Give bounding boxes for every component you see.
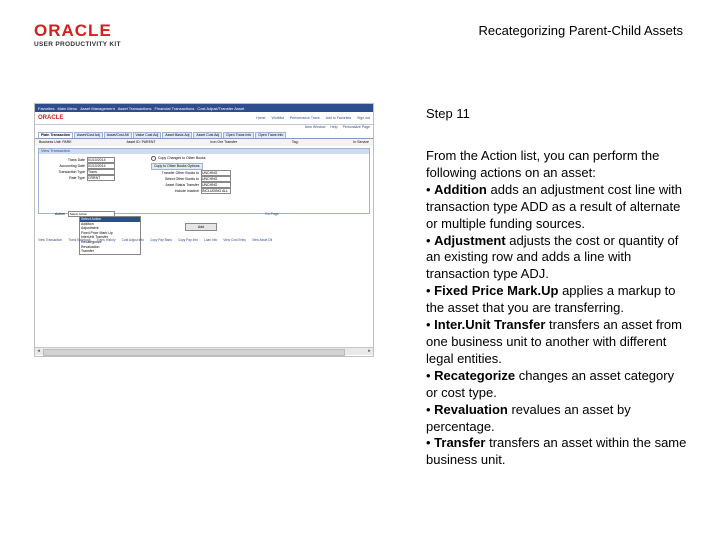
header-links bbox=[256, 116, 370, 121]
field-input[interactable]: CRRNT bbox=[87, 175, 115, 181]
field-input[interactable]: UNCHNG bbox=[201, 176, 231, 182]
header-link[interactable]: Sign out bbox=[357, 115, 370, 120]
field-label: Transfer Other Books to bbox=[161, 170, 199, 175]
breadcrumb-item[interactable]: Asset Transactions bbox=[117, 105, 152, 111]
bullet: • bbox=[426, 435, 435, 451]
field-input[interactable]: UNCHNG bbox=[201, 182, 231, 188]
dropdown-option[interactable]: Transfer bbox=[81, 249, 94, 254]
header-link[interactable]: Worklist bbox=[271, 115, 284, 120]
description-item bbox=[426, 233, 688, 284]
field-input[interactable]: UNCHNG bbox=[201, 170, 231, 176]
screenshot-breadcrumb-bar bbox=[35, 104, 373, 112]
dropdown-option[interactable]: InterUnit Transfer bbox=[81, 235, 109, 240]
asset-id: Asset ID: PARENT bbox=[126, 140, 156, 144]
breadcrumb-item[interactable]: Cost Adjust/Transfer Asset bbox=[197, 105, 245, 111]
header-link[interactable]: Home bbox=[256, 115, 266, 120]
oracle-wordmark: ORACLE bbox=[34, 21, 112, 40]
app-screenshot bbox=[34, 103, 374, 357]
bottom-link[interactable]: Trans History bbox=[96, 238, 116, 242]
bullet: • bbox=[426, 367, 435, 383]
step-label: Step 11 bbox=[426, 106, 470, 121]
bullet: • bbox=[426, 401, 435, 417]
item-text: adjusts the cost or quantity of an existing row and adds a line with transaction type ADJ. bbox=[426, 232, 679, 282]
field-label: Rate Type bbox=[69, 175, 85, 180]
action-dropdown-list bbox=[79, 216, 141, 255]
item-text: transfers an asset within the same business unit. bbox=[426, 435, 687, 468]
item-term: Revaluation bbox=[434, 401, 508, 417]
bottom-link[interactable]: Cost Adjust Info bbox=[121, 238, 144, 242]
subnav-link[interactable]: Personalize Page bbox=[342, 125, 370, 129]
tab[interactable]: Asset Cost Adj bbox=[193, 132, 222, 138]
asset-tag: Tag: bbox=[291, 140, 299, 144]
bottom-link[interactable]: Copy Pay Info bbox=[177, 238, 198, 242]
radio-dot[interactable] bbox=[151, 156, 156, 161]
business-unit: Business Unit: PARK bbox=[39, 140, 72, 144]
dropdown-option[interactable]: Recategorize bbox=[81, 239, 102, 244]
field-label: Include Inactive bbox=[174, 188, 199, 193]
field-input[interactable]: INCLUDING ALL bbox=[201, 188, 231, 194]
tab[interactable]: Open Trans Info bbox=[255, 132, 286, 138]
scroll-thumb[interactable] bbox=[43, 349, 345, 356]
field-input[interactable]: 01/10/2014 bbox=[87, 157, 115, 163]
bottom-link[interactable]: Trans Notebook bbox=[68, 238, 91, 242]
item-term: Inter.Unit Transfer bbox=[434, 317, 546, 333]
right-field-row bbox=[149, 188, 231, 194]
subnav-link[interactable]: Help bbox=[330, 125, 338, 129]
oracle-upk-logo bbox=[34, 22, 130, 48]
item-text: changes an asset category or cost type. bbox=[426, 367, 675, 400]
bottom-link[interactable]: Copy Pay Bank bbox=[149, 238, 172, 242]
dropdown-option[interactable]: Revaluation bbox=[81, 244, 100, 249]
bullet: • bbox=[426, 283, 435, 299]
description-item bbox=[426, 317, 688, 368]
step-description bbox=[426, 148, 688, 469]
asset-header bbox=[35, 139, 373, 146]
radio-label: Copy Changes to Other Books bbox=[158, 156, 206, 160]
go-page-link[interactable]: Go Page bbox=[265, 212, 279, 216]
bullet: • bbox=[426, 181, 435, 197]
description-item bbox=[426, 182, 688, 233]
horizontal-scrollbar[interactable] bbox=[35, 347, 373, 355]
breadcrumb-item[interactable]: Favorites bbox=[38, 105, 55, 111]
view-transaction-panel bbox=[38, 148, 370, 214]
screenshot-oracle-logo: ORACLE bbox=[38, 114, 64, 121]
bottom-link[interactable]: View Cost Entry bbox=[223, 238, 246, 242]
add-button[interactable]: Add bbox=[185, 223, 217, 231]
tab[interactable]: Value Cost Adj bbox=[133, 132, 162, 138]
dropdown-option[interactable]: Addition bbox=[81, 221, 94, 226]
field-label: Asset Status Transfer bbox=[165, 182, 199, 187]
subnav-link[interactable]: New Window bbox=[304, 125, 326, 129]
item-term: Adjustment bbox=[434, 232, 506, 248]
item-term: Transfer bbox=[434, 435, 486, 451]
scroll-right-arrow-icon[interactable]: ▸ bbox=[368, 348, 371, 354]
action-label: Action bbox=[55, 211, 65, 216]
item-text: transfers an asset from one business unit to another with different legal entities. bbox=[426, 317, 682, 366]
item-text: adds an adjustment cost line with transaction type ADD as a result of alternate or multiple funding sources. bbox=[426, 181, 682, 231]
item-term: Fixed Price Mark.Up bbox=[434, 283, 559, 299]
tab[interactable]: Asset Basis Adj bbox=[162, 132, 192, 138]
description-item bbox=[426, 368, 688, 402]
field-label: Accounting Date bbox=[59, 163, 85, 168]
page-tabs bbox=[35, 132, 373, 139]
field-input[interactable]: 01/10/2014 bbox=[87, 163, 115, 169]
dropdown-option[interactable]: Fixed Price Mark Up bbox=[81, 230, 113, 235]
item-term: Addition bbox=[434, 181, 487, 197]
action-select[interactable]: Select Action bbox=[68, 211, 115, 217]
description-item bbox=[426, 283, 688, 317]
description-item bbox=[426, 435, 688, 469]
field-label: Transaction Type bbox=[58, 169, 85, 174]
item-term: Recategorize bbox=[434, 367, 516, 383]
slide-title: Recategorizing Parent-Child Assets bbox=[478, 23, 683, 38]
upk-subtitle: USER PRODUCTIVITY KIT bbox=[34, 41, 121, 48]
copy-changes-option[interactable] bbox=[151, 156, 205, 161]
header-link[interactable]: Add to Favorites bbox=[325, 115, 352, 120]
breadcrumb-item[interactable]: Financial Transactions bbox=[154, 105, 195, 111]
tab[interactable]: Plain Transaction bbox=[38, 132, 73, 138]
scroll-left-arrow-icon[interactable]: ◂ bbox=[37, 348, 40, 354]
bottom-link[interactable]: Loan Info bbox=[203, 238, 218, 242]
tab[interactable]: Asset/Cost Alt bbox=[104, 132, 132, 138]
asset-desc: Iron Ore Transfer bbox=[210, 140, 238, 144]
description-item bbox=[426, 402, 688, 436]
breadcrumb-item[interactable]: Main Menu bbox=[57, 105, 78, 111]
panel-title: View Transaction bbox=[39, 149, 369, 154]
in-service: In Service bbox=[353, 140, 369, 144]
screenshot-brand-row bbox=[35, 112, 373, 125]
copy-books-options[interactable]: Copy to Other Books Options bbox=[151, 163, 203, 170]
description-intro: From the Action list, you can perform the following actions on an asset: bbox=[426, 148, 660, 180]
item-text: revalues an asset by percentage. bbox=[426, 401, 631, 434]
dropdown-option[interactable]: Adjustment bbox=[81, 226, 99, 231]
tab[interactable]: Open Trans Info bbox=[223, 132, 254, 138]
breadcrumb-item[interactable]: Asset Management bbox=[80, 105, 115, 111]
field-input[interactable]: Trans bbox=[87, 169, 115, 175]
bottom-link[interactable]: View Asset Dtl bbox=[251, 238, 273, 242]
field-label: Select Other Books to bbox=[164, 176, 199, 181]
bottom-link[interactable]: View Transaction bbox=[38, 238, 63, 242]
header-link[interactable]: Performance Trace bbox=[289, 115, 320, 120]
bottom-links bbox=[38, 238, 272, 243]
bullet: • bbox=[426, 232, 435, 248]
dropdown-option[interactable]: Select Action bbox=[80, 217, 140, 222]
field-row bbox=[45, 175, 115, 181]
item-text: applies a markup to the asset that you are transferring. bbox=[426, 283, 676, 316]
field-label: Trans Date bbox=[67, 157, 85, 162]
subnav-links bbox=[35, 125, 373, 132]
tab[interactable]: Asset/Cost Adj bbox=[74, 132, 103, 138]
bullet: • bbox=[426, 317, 435, 333]
